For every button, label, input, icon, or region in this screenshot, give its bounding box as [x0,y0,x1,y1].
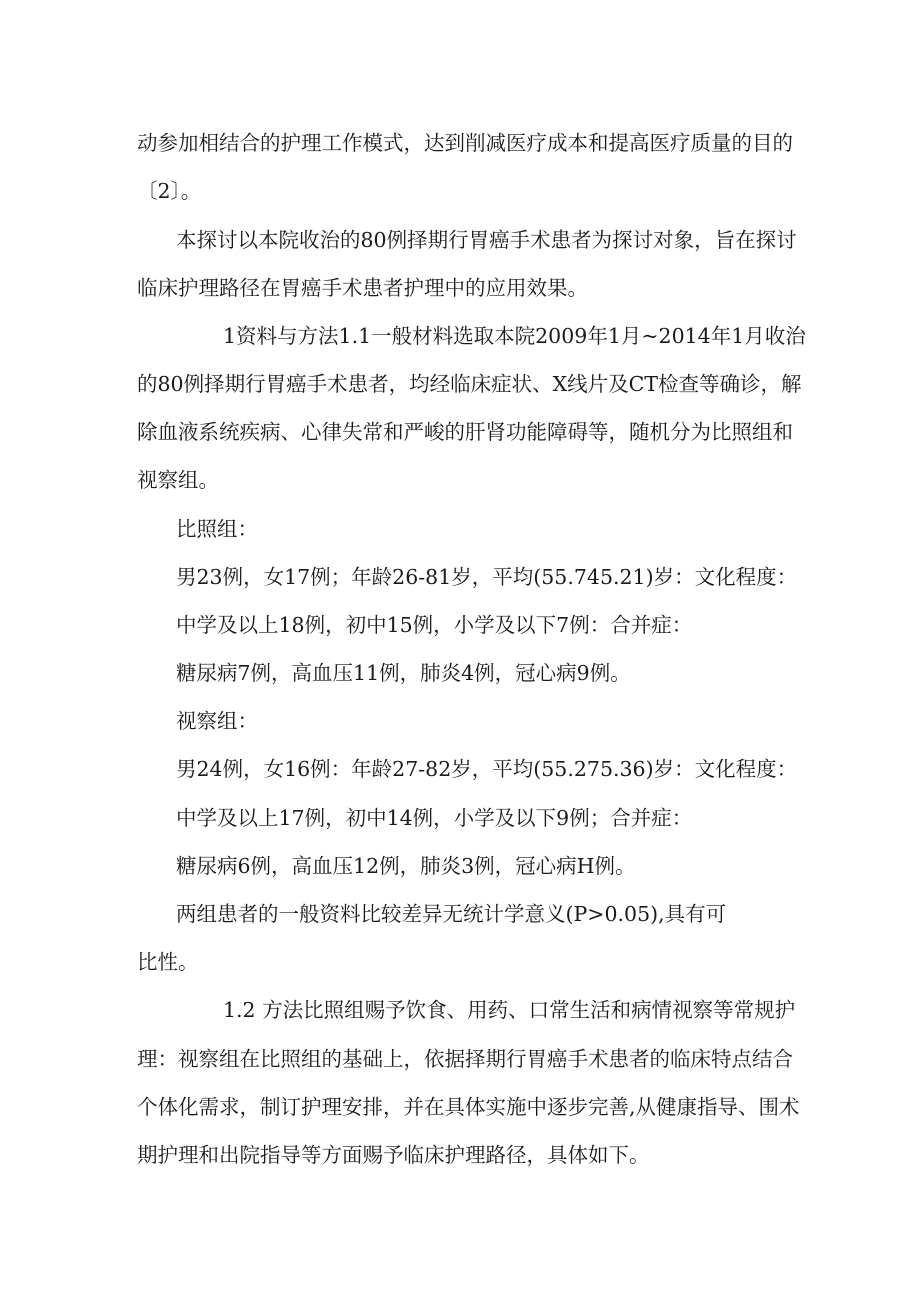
text-line: 的80例择期行胃癌手术患者，均经临床症状、X线片及CT检查等确诊，解 [137,372,802,396]
text-line: 男24例，女16例：年龄27-82岁，平均(55.275.36)岁：文化程度： [176,757,798,781]
text-line: 理：视察组在比照组的基础上，依据择期行胃癌手术患者的临床特点结合 [137,1047,793,1071]
text-line: 中学及以上18例，初中15例，小学及以下7例：合并症： [176,613,693,637]
section-label: 视察组： [176,709,258,733]
text-line: 动参加相结合的护理工作模式，达到削减医疗成本和提高医疗质量的目的 [137,131,793,155]
section-label: 比照组： [176,517,258,541]
text-line: 糖尿病6例，高血压12例，肺炎3例，冠心病H例。 [176,854,636,878]
text-line: 视察组。 [137,468,219,492]
text-line: 个体化需求，制订护理安排，并在具体实施中逐步完善,从健康指导、围术 [137,1095,800,1119]
text-line: 中学及以上17例，初中14例，小学及以下9例；合并症： [176,806,693,830]
text-line: 两组患者的一般资料比较差异无统计学意义(P>0.05),具有可 [176,902,727,926]
text-line: 男23例，女17例；年龄26-81岁，平均(55.745.21)岁：文化程度： [176,565,798,589]
text-line: 〔2〕。 [137,179,202,203]
text-line: 糖尿病7例，高血压11例，肺炎4例，冠心病9例。 [176,661,631,685]
text-line: 除血液系统疾病、心律失常和严峻的肝肾功能障碍等，随机分为比照组和 [137,420,793,444]
text-line: 1资料与方法1.1一般材料选取本院2009年1月~2014年1月收治 [223,324,806,348]
text-line: 比性。 [137,950,199,974]
text-line: 本探讨以本院收治的80例择期行胃癌手术患者为探讨对象，旨在探讨 [176,228,797,252]
text-line: 临床护理路径在胃癌手术患者护理中的应用效果。 [137,276,588,300]
text-line: 1.2 方法比照组赐予饮食、用药、口常生活和病情视察等常规护 [223,998,796,1022]
text-line: 期护理和出院指导等方面赐予临床护理路径，具体如下。 [137,1143,650,1167]
